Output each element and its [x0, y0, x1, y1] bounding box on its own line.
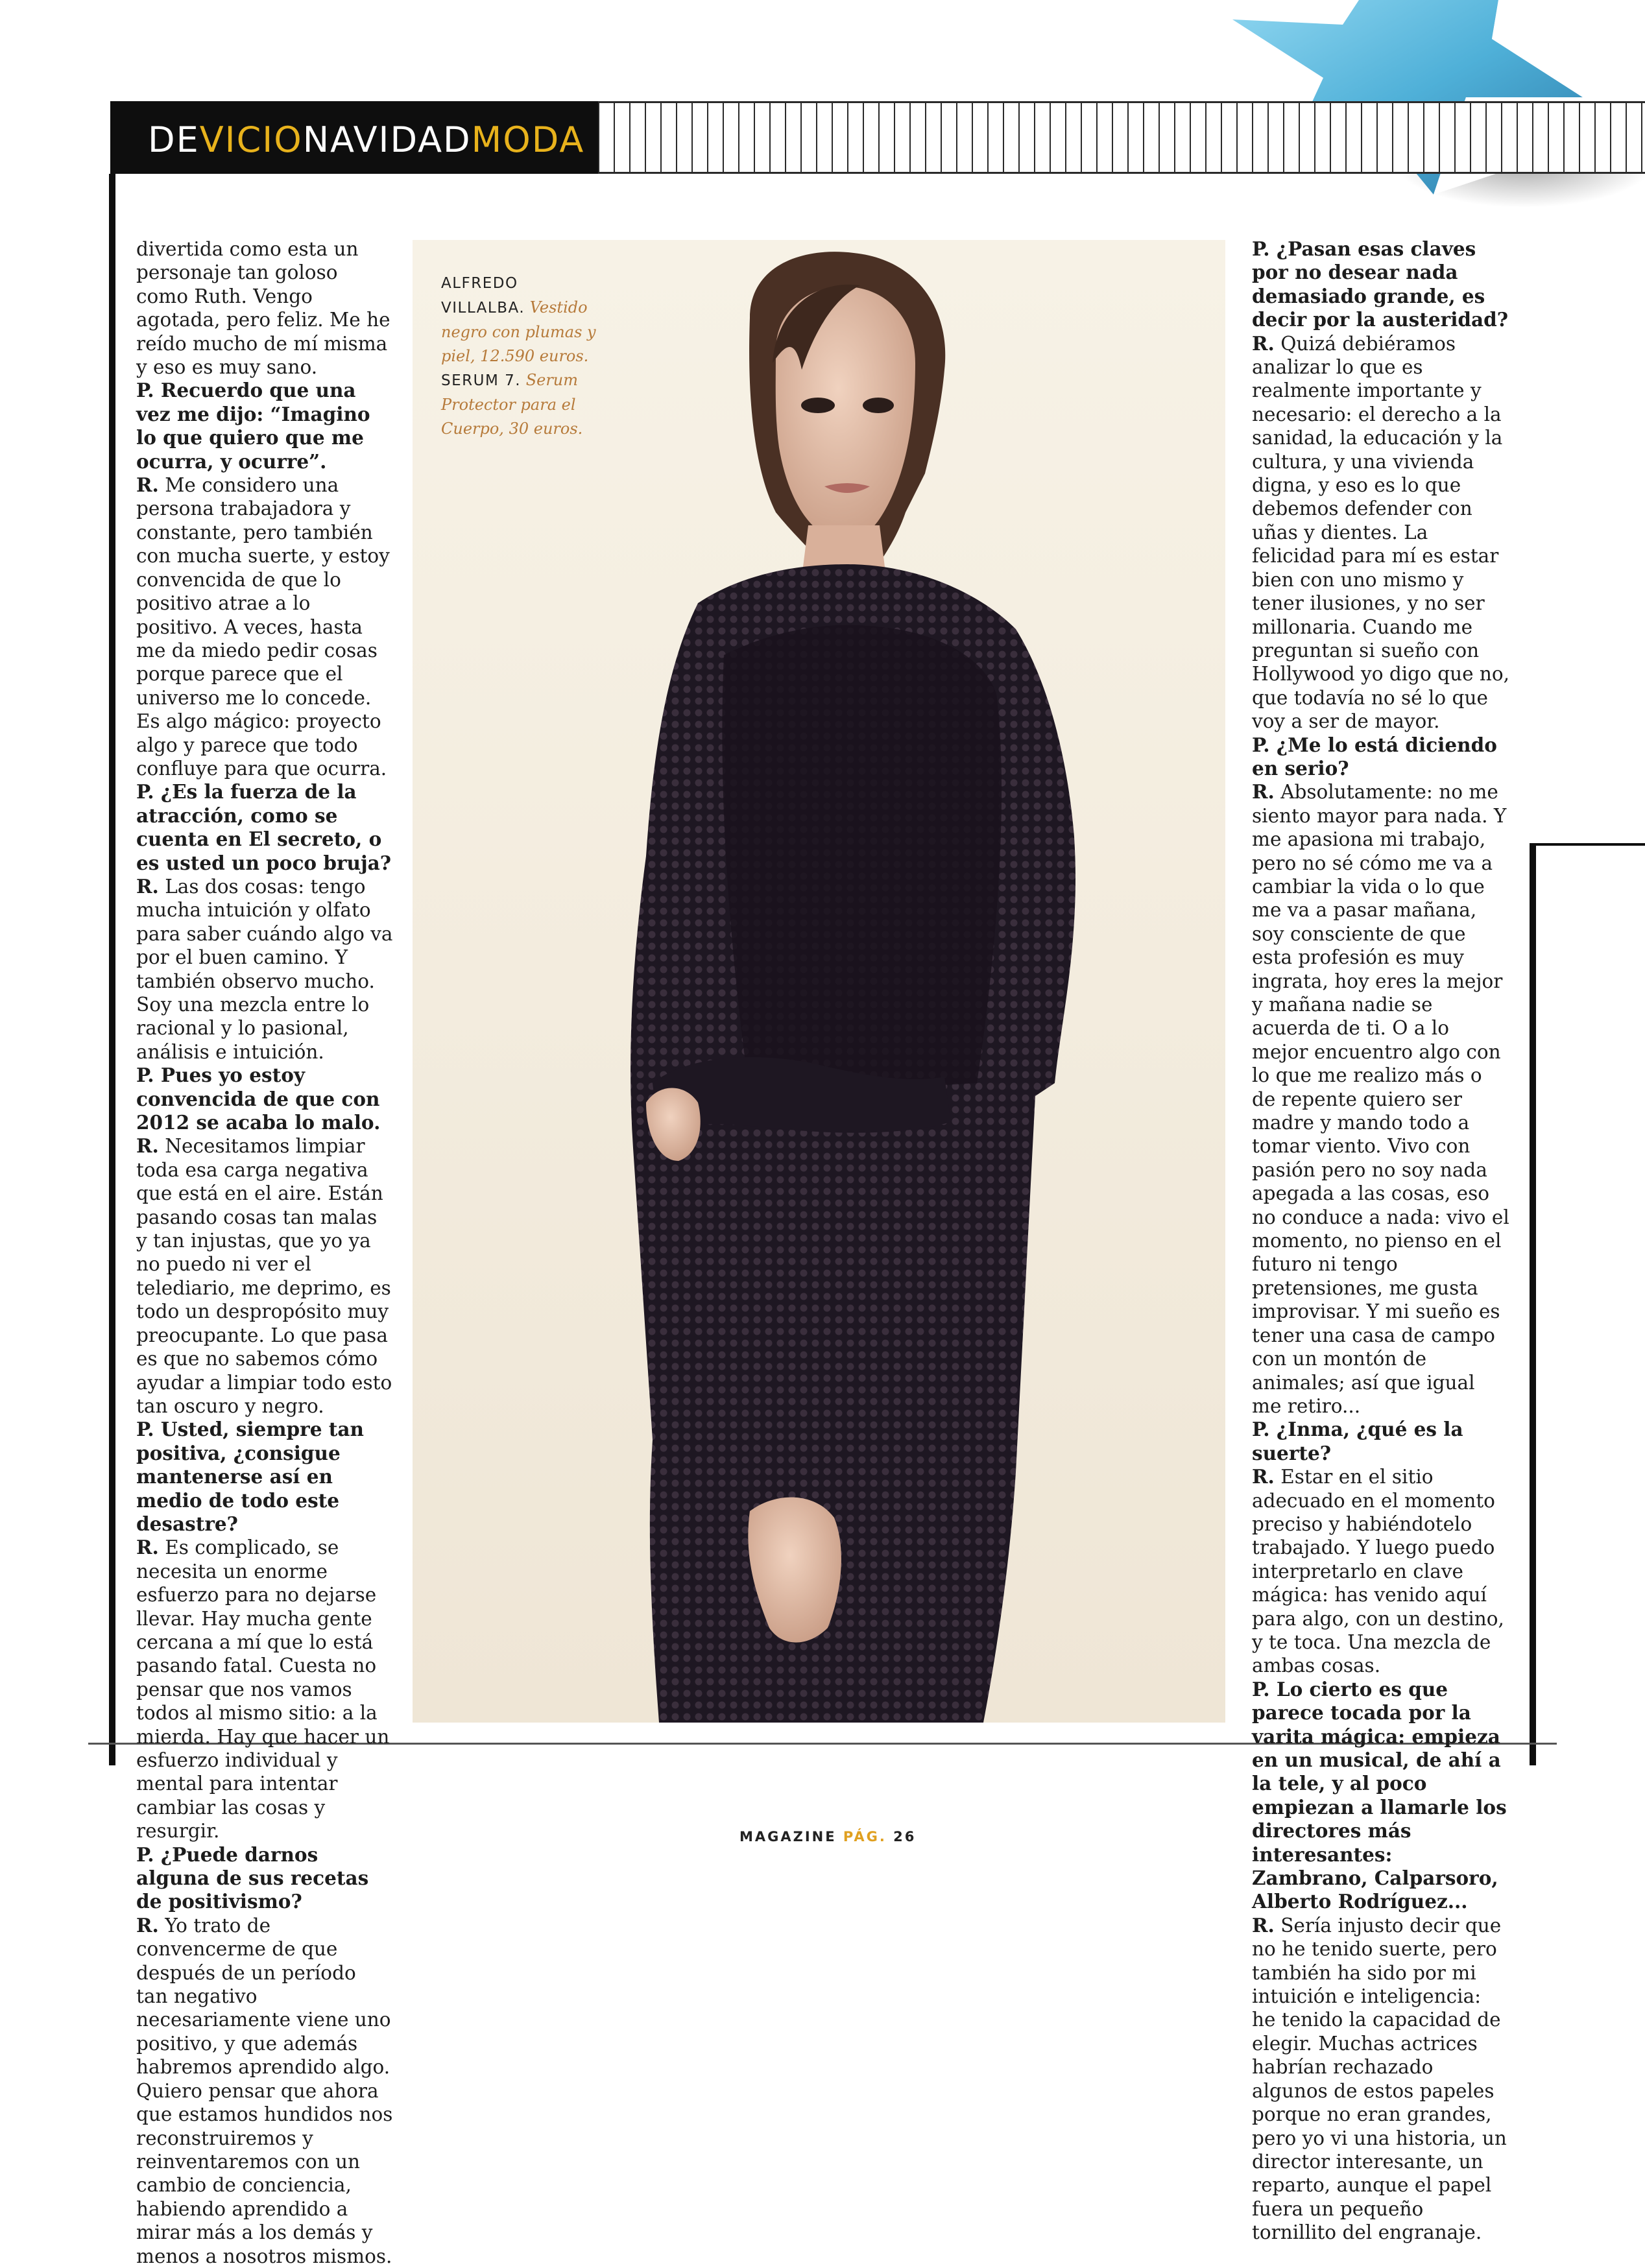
left-vertical-rule: [109, 174, 115, 1765]
answer-tag: R.: [136, 1536, 159, 1559]
answer-tag: R.: [136, 473, 159, 497]
section-title: [148, 114, 584, 166]
folio-pag: PÁG.: [843, 1829, 887, 1844]
interview-answer: [136, 1536, 393, 1843]
answer-tag: R.: [1252, 331, 1275, 355]
interview-question: P. Pues yo estoy convencida de que con 2012 se acaba lo malo.: [136, 1064, 381, 1134]
answer-text: Sería injusto decir que no he tenido suerte, pero también ha sido por mi intuición e inteligencia: he tenido la capacidad de elegir. Muchas actrices habrían rechazado algunos de estos papeles porque no eran grandes, pero yo vi una historia, un director interesante, un reparto, aunque el papel fuera un pequeño tornillito del engranaje.: [1252, 1914, 1507, 2244]
interview-question: P. ¿Pasan esas claves por no desear nada demasiado grande, es decir por la austeridad?: [1252, 237, 1509, 331]
interview-answer: [136, 237, 393, 379]
interview-answer: [1252, 1914, 1510, 2245]
caption-desc-1: Vestido negro con plumas y piel, 12.590 euros.: [441, 298, 596, 365]
interview-answer: [136, 1134, 393, 1418]
interview-answer: [136, 1914, 393, 2268]
answer-tag: R.: [1252, 780, 1275, 804]
interview-question: P. Lo cierto es que parece tocada por la varita mágica: empieza en un musical, de ahí a la tele, y al poco empiezan a llamarle los directores más interesantes: Zambrano, Calparsoro, Alberto Rodríguez...: [1252, 1677, 1507, 1913]
interview-question: P. ¿Es la fuerza de la atracción, como se cuenta en El secreto, o es usted un poco bruja?: [136, 780, 392, 874]
answer-text: Las dos cosas: tengo mucha intuición y olfato para saber cuándo algo va por el buen camino. Y también observo mucho. Soy una mezcla entre lo racional y lo pasional, análisis e intuición.: [136, 875, 393, 1063]
section-title-part: VICIO: [199, 119, 303, 160]
page-number: 26: [893, 1829, 917, 1844]
answer-text: Es complicado, se necesita un enorme esfuerzo para no dejarse llevar. Hay mucha gente cercana a mí que lo está pasando fatal. Cuesta no pensar que nos vamos todos al mismo sitio: a la mierda. Hay que hacer un esfuerzo individual y mental para intentar cambiar las cosas y resurgir.: [136, 1536, 390, 1843]
interview-question: P. ¿Me lo está diciendo en serio?: [1252, 733, 1497, 780]
interview-answer: [1252, 1465, 1510, 1678]
answer-text: Yo trato de convencerme de que después de un período tan negativo necesariamente viene uno positivo, y que además habremos aprendido algo. Quiero pensar que ahora que estamos hundidos nos reconstruiremos y reinventaremos con un cambio de conciencia, habiendo aprendido a mirar más a los demás y menos a nosotros mismos.: [136, 1914, 393, 2267]
answer-tag: R.: [1252, 1465, 1275, 1488]
caption-brand-1: ALFREDO VILLALBA.: [441, 275, 525, 316]
photo-caption: [441, 271, 603, 441]
answer-text: divertida como esta un personaje tan goloso como Ruth. Vengo agotada, pero feliz. Me he reído mucho de mí misma y eso es muy sano.: [136, 238, 390, 379]
fashion-photo: [413, 240, 1225, 1723]
caption-brand-2: SERUM 7.: [441, 372, 522, 389]
interview-answer: [1252, 332, 1510, 734]
folio-magazine: MAGAZINE: [739, 1829, 837, 1844]
answer-tag: R.: [136, 1134, 159, 1158]
answer-text: Necesitamos limpiar toda esa carga negativa que está en el aire. Están pasando cosas tan malas y tan injustas, que yo ya no puedo ni ver el telediario, me deprimo, es todo un despropósito muy preocupante. Lo que pasa es que no sabemos cómo ayudar a limpiar todo esto tan oscuro y negro.: [136, 1135, 392, 1417]
interview-answer: [1252, 780, 1510, 1418]
section-title-part: DE: [148, 119, 200, 160]
section-title-part: MODA: [471, 119, 585, 160]
interview-answer: [136, 473, 393, 780]
answer-text: Quizá debiéramos analizar lo que es realmente importante y necesario: el derecho a la sanidad, la educación y la cultura, y una vivienda digna, y eso es lo que debemos defender con uñas y dientes. La felicidad para mí es estar bien con uno mismo y tener ilusiones, y no ser millonaria. Cuando me preguntan si sueño con Hollywood yo digo que no, que todavía no sé lo que voy a ser de mayor.: [1252, 332, 1510, 733]
answer-tag: R.: [136, 874, 159, 898]
answer-text: Me considero una persona trabajadora y constante, pero también con mucha suerte, y estoy convencida de que lo positivo atrae a lo positivo. A veces, hasta me da miedo pedir cosas porque parece que el universo me lo concede. Es algo mágico: proyecto algo y parece que todo confluye para que ocurra.: [136, 474, 390, 780]
caption-desc-2: Serum Protector para el Cuerpo, 30 euros.: [441, 371, 583, 438]
page-folio: [739, 1827, 916, 1846]
answer-text: Estar en el sitio adecuado en el momento preciso y habiéndotelo trabajado. Y luego puedo interpretarlo en clave mágica: has venido aquí para algo, con un destino, y te toca. Una mezcla de ambas cosas.: [1252, 1466, 1504, 1677]
interview-question: P. ¿Puede darnos alguna de sus recetas de positivismo?: [136, 1843, 369, 1913]
article-column-right: [1252, 237, 1510, 2245]
article-column-left: [136, 237, 393, 2268]
header-stripes: [598, 101, 1645, 174]
section-title-part: NAVIDAD: [302, 119, 472, 160]
interview-answer: [136, 875, 393, 1064]
right-horizontal-rule: [1530, 843, 1645, 846]
right-vertical-rule: [1530, 843, 1536, 1765]
answer-tag: R.: [136, 1913, 159, 1937]
interview-question: P. ¿Inma, ¿qué es la suerte?: [1252, 1418, 1463, 1464]
interview-question: P. Recuerdo que una vez me dijo: “Imagino lo que quiero que me ocurra, y ocurre”.: [136, 379, 370, 473]
answer-text: Absolutamente: no me siento mayor para nada. Y me apasiona mi trabajo, pero no sé cómo me va a cambiar la vida o lo que me va a pasar mañana, soy consciente de que esta profesión es muy ingrata, hoy eres la mejor y mañana nadie se acuerda de ti. O a lo mejor encuentro algo con lo que me realizo más o de repente quiero ser madre y mando todo a tomar viento. Vivo con pasión pero no soy nada apegada a las cosas, eso no conduce a nada: vivo el momento, no pienso en el futuro ni tengo pretensiones, me gusta improvisar. Y mi sueño es tener una casa de campo con un montón de animales; así que igual me retiro...: [1252, 781, 1509, 1417]
answer-tag: R.: [1252, 1913, 1275, 1937]
interview-question: P. Usted, siempre tan positiva, ¿consigue mantenerse así en medio de todo este desastre?: [136, 1418, 364, 1535]
